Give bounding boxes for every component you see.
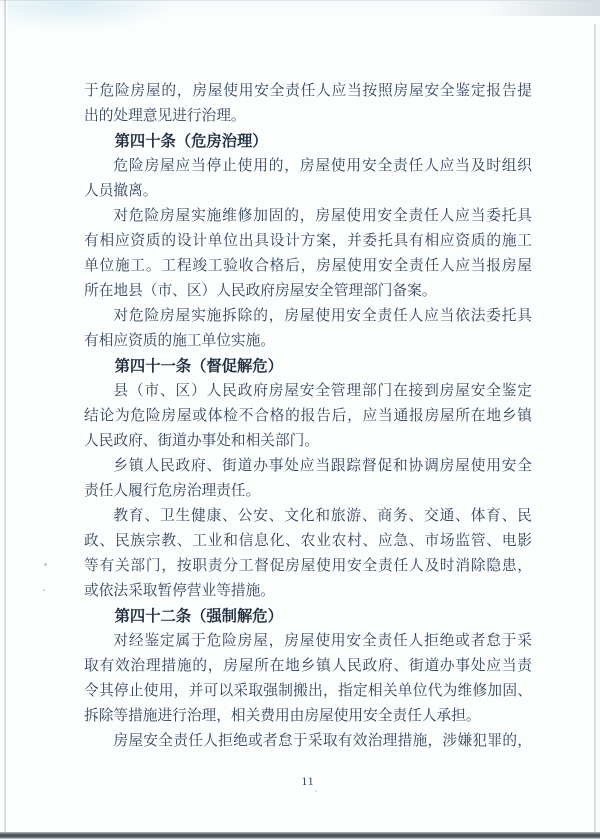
article-heading: 第四十条（危房治理） [114,133,268,150]
document-line: 对经鉴定属于危险房屋，房屋使用安全责任人拒绝或者怠于采 [113,633,532,649]
scan-speck [44,563,47,566]
document-line: 拆除等措施进行治理，相关费用由房屋使用安全责任人承担。 [84,708,481,724]
document-line: 政、民族宗教、工业和信息化、农业农村、应急、市场监管、电影 [84,533,532,549]
document-line: 单位施工。工程竣工验收合格后，房屋使用安全责任人应当报房屋 [84,258,532,274]
document-line: 有相应资质的设计单位出具设计方案，并委托具有相应资质的施工 [84,233,532,249]
scan-speck [315,790,317,792]
document-line: 有相应资质的施工单位实施。 [84,333,275,349]
document-line: 县（市、区）人民政府房屋安全管理部门在接到房屋安全鉴定 [113,383,532,399]
scan-right-edge-line [594,24,596,834]
document-line: 于危险房屋的，房屋使用安全责任人应当按照房屋安全鉴定报告提 [84,83,532,99]
document-line: 出的处理意见进行治理。 [84,108,246,124]
scan-corner-tint [8,0,168,30]
document-line: 乡镇人民政府、街道办事处应当跟踪督促和协调房屋使用安全 [113,458,532,474]
scan-bottom-edge [0,832,600,839]
document-line: 教育、卫生健康、公安、文化和旅游、商务、交通、体育、民 [113,508,532,524]
document-line: 或依法采取暂停营业等措施。 [84,583,275,599]
document-line: 令其停止使用，并可以采取强制搬出，指定相关单位代为维修加固、 [84,683,532,699]
document-line: 取有效治理措施的，房屋所在地乡镇人民政府、街道办事处应当责 [84,658,532,674]
document-line: 所在地县（市、区）人民政府房屋安全管理部门备案。 [84,283,437,299]
scan-top-right-shade [410,0,600,16]
page-number: 11 [301,776,315,788]
document-line: 结论为危险房屋或体检不合格的报告后，应当通报房屋所在地乡镇 [84,408,532,424]
document-line: 责任人履行危房治理责任。 [84,483,261,499]
document-line: 房屋安全责任人拒绝或者怠于采取有效治理措施，涉嫌犯罪的， [113,733,532,749]
document-line: 危险房屋应当停止使用的，房屋使用安全责任人应当及时组织 [113,158,532,174]
article-heading: 第四十一条（督促解危） [114,358,283,375]
document-line: 人员撤离。 [84,183,158,199]
document-line: 等有关部门，按职责分工督促房屋使用安全责任人及时消除隐患， [84,558,532,574]
document-line: 人民政府、街道办事处和相关部门。 [84,433,320,449]
article-heading: 第四十二条（强制解危） [114,608,283,625]
document-line: 对危险房屋实施拆除的，房屋使用安全责任人应当依法委托具 [113,308,532,324]
document-text-block [84,79,532,754]
scan-left-edge-line [4,0,6,834]
scan-speck [43,589,45,591]
document-line: 对危险房屋实施维修加固的，房屋使用安全责任人应当委托具 [113,208,532,224]
